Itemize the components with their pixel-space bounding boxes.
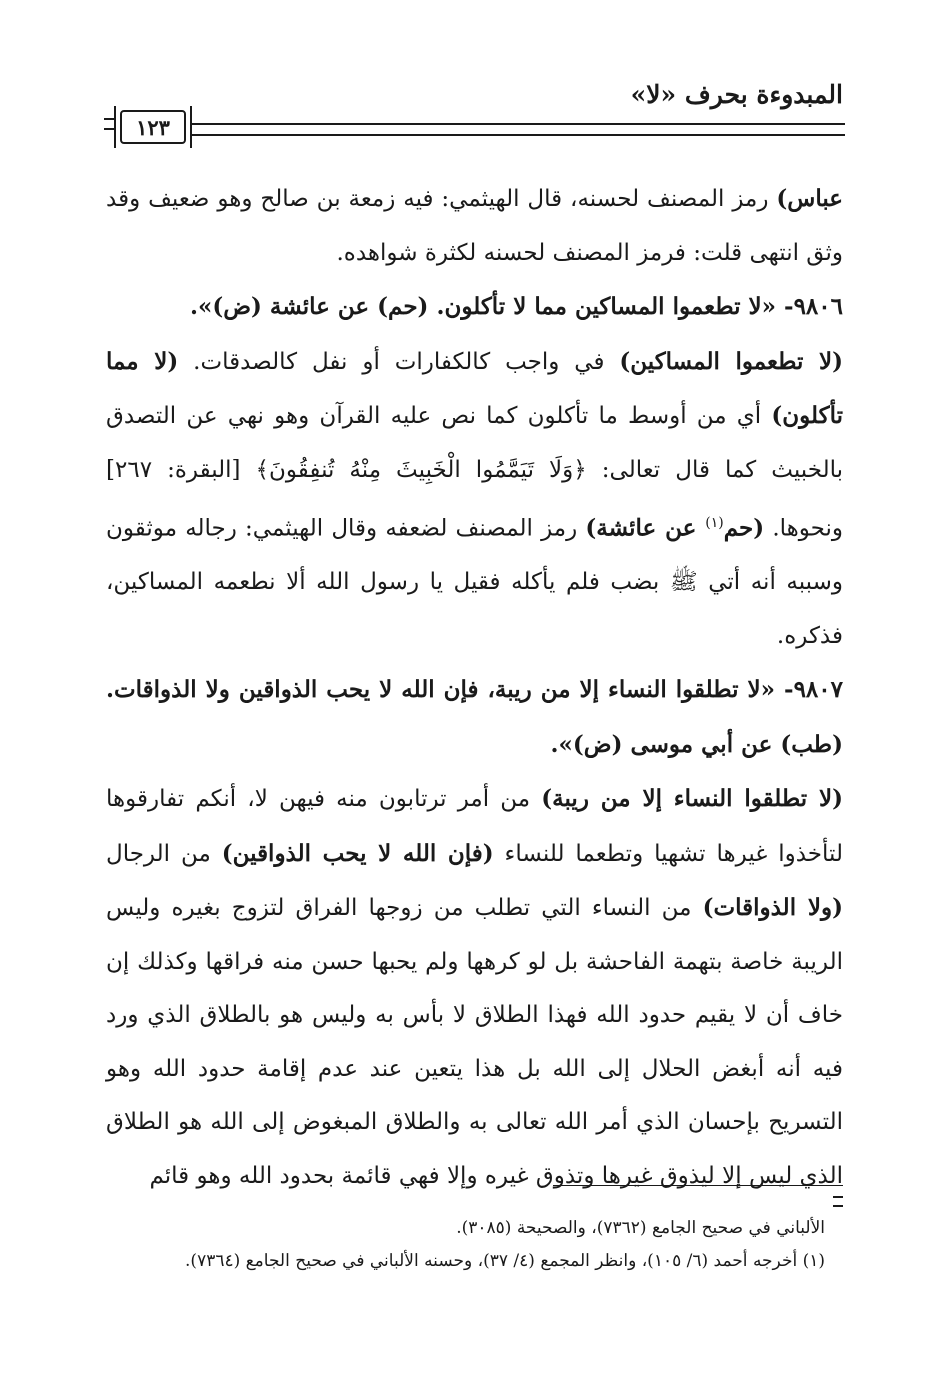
commentary-text: من النساء التي تطلب من زوجها الفراق لتزوج بغيره وليس الريبة خاصة بتهمة الفاحشة بل لو كرهها ولم يحبها حسن منه فراقها وكذلك إن خاف أن لا يقيم حدود الله فهذا الطلاق لا بأس به وليس هو بالطلاق الذي ورد فيه أنه أبغض الحلال إلى الله بل هذا يتعين عند عدم إقامة حدود الله وهو التسريح بإحسان الذي أمر الله تعالى به والطلاق المبغوض إلى الله هو الطلاق الذي ليس إلا ليذوق غيرها وتذوق غيره وإلا فهي قائمة بحدود الله وهو قائم [106,895,844,1189]
header-continuation-mark [104,118,114,130]
bold-quote: (فإن الله لا يحب الذواقين) [221,839,494,867]
commentary-text: أي من أوسط ما تأكلون كما نص عليه القرآن وهو نهي عن التصدق بالخبيث كما قال تعالى: ﴿وَلَا تَيَمَّمُوا الْخَبِيثَ مِنْهُ تُنفِقُونَ﴾ [البقرة: ٢٦٧] ونحوها. [106,403,844,542]
footnote-1: (١) أخرجه أحمد (٦/ ١٠٥)، وانظر المجمع (٤/ ٣٧)، وحسنه الألباني في صحيح الجامع (٧٣٦٤). [185,1251,825,1271]
commentary-text: رمز المصنف لضعفه وقال الهيثمي: رجاله موثقون وسببه أنه أتي ﷺ بضب فلم يأكله فقيل يا رسول الله ألا نطعمه المساكين، فذكره. [106,515,843,649]
bold-quote: (لا تطلقوا النساء إلا من ريبة) [541,785,843,813]
hadith-text: ٩٨٠٦- «لا تطعموا المساكين مما لا تأكلون. (حم) عن عائشة (ض)». [189,293,843,320]
footnotes [106,1212,825,1278]
bold-citation: (حم [723,514,765,542]
commentary-text: من أمر ترتابون منه فيهن لا، أنكم تفارقوها لتأخذوا غيرها تشهيا وتطعما للنساء [106,786,843,867]
hadith-9806 [106,280,843,335]
commentary-9806 [106,335,843,664]
page-number: ١٢٣ [120,110,186,144]
bold-quote: (لا مما تأكلون) [106,347,843,429]
footnote-separator [553,1185,843,1186]
main-text [106,172,843,1203]
hadith-text: ٩٨٠٧- «لا تطلقوا النساء إلا من ريبة، فإن الله لا يحب الذواقين ولا الذواقات. (طب) عن أبي موسى (ض)». [106,676,843,758]
running-header-title: المبدوءة بحرف «لا» [630,80,843,109]
bold-quote: (ولا الذواقات) [702,894,843,922]
commentary-text: رمز المصنف لحسنه، قال الهيثمي: فيه زمعة بن صالح وهو ضعيف وقد وثق انتهى قلت: فرمز المصنف لحسنه لكثرة شواهده. [106,186,843,266]
commentary-9807 [106,772,843,1203]
header-double-rule [190,123,845,136]
bold-citation: عن عائشة) [585,514,706,542]
bold-quote: (لا تطعموا المساكين) [619,347,843,375]
commentary-text: من الرجال [106,840,222,867]
footnote-ref: (١) [705,515,724,531]
hadith-9807 [106,663,843,772]
footnote-continued: الألباني في صحيح الجامع (٧٣٦٢)، والصحيحة (٣٠٨٥). [456,1218,825,1238]
footnote-continuation-mark [833,1196,843,1207]
paragraph-continuation [106,172,843,280]
bold-citation: عباس) [776,185,843,212]
commentary-text: في واجب كالكفارات أو نفل كالصدقات. [178,348,620,375]
